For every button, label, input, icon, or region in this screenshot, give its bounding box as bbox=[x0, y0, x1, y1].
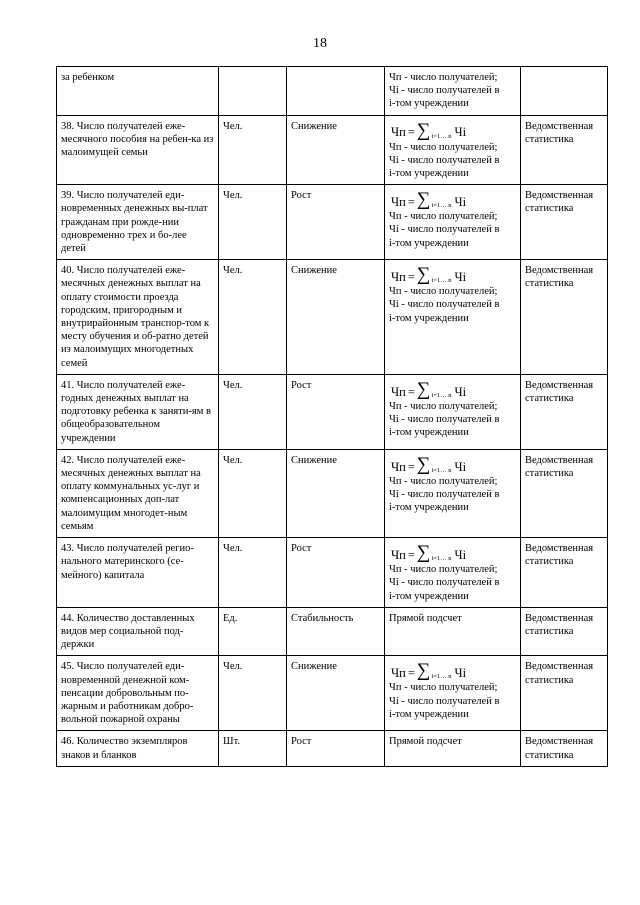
trend-label: Снижение bbox=[291, 454, 337, 466]
method-text bbox=[389, 400, 516, 440]
indicator-name-cell bbox=[57, 374, 219, 449]
unit-label: Чел. bbox=[223, 454, 243, 466]
indicator-name-cell bbox=[57, 449, 219, 537]
unit-label: Шт. bbox=[223, 736, 241, 748]
unit-label: Чел. bbox=[223, 265, 243, 277]
method-line: i-том учреждении bbox=[389, 168, 469, 180]
method-line: Чi - число получателей в bbox=[389, 224, 500, 236]
trend-cell bbox=[287, 374, 385, 449]
method-line: Чi - число получателей в bbox=[389, 489, 500, 501]
trend-label: Снижение bbox=[291, 661, 337, 673]
formula-rhs: Чi bbox=[454, 270, 467, 285]
formula bbox=[391, 120, 516, 140]
trend-label: Рост bbox=[291, 190, 312, 202]
unit-cell bbox=[219, 656, 287, 731]
source-label: Ведомственная статистика bbox=[525, 190, 594, 215]
method-line: i-том учреждении bbox=[389, 502, 469, 514]
source-label: Ведомственная статистика bbox=[525, 736, 594, 761]
formula-lhs: Чп bbox=[391, 547, 406, 562]
indicator-name: 40. Число получателей еже-месячных денежных выплат на оплату стоимости проезда городским, пригородным и внутрирайонным транспор-том к месту обучения и об-ратно детей из малоимущих многодетных семей bbox=[61, 265, 210, 369]
trend-cell bbox=[287, 67, 385, 116]
trend-label: Снижение bbox=[291, 265, 337, 277]
unit-cell bbox=[219, 607, 287, 656]
page-number: 18 bbox=[313, 36, 327, 51]
formula-lhs: Чп bbox=[391, 195, 406, 210]
unit-cell bbox=[219, 67, 287, 116]
indicator-name-cell bbox=[57, 607, 219, 656]
table-row bbox=[57, 538, 608, 608]
trend-cell bbox=[287, 731, 385, 766]
method-cell bbox=[385, 115, 521, 185]
method-cell bbox=[385, 67, 521, 116]
indicator-name: 44. Количество доставленных видов мер социальной под-держки bbox=[61, 612, 195, 651]
formula-eq: = bbox=[407, 195, 415, 210]
method-text bbox=[389, 735, 516, 748]
source-cell bbox=[521, 731, 608, 766]
table-row bbox=[57, 656, 608, 731]
method-line: Чп - число получателей; bbox=[389, 682, 498, 694]
method-cell bbox=[385, 607, 521, 656]
table-row bbox=[57, 185, 608, 260]
unit-cell bbox=[219, 374, 287, 449]
table-row bbox=[57, 374, 608, 449]
formula-rhs: Чi bbox=[454, 666, 467, 681]
source-cell bbox=[521, 185, 608, 260]
formula-subscript: i=1… n bbox=[431, 391, 452, 399]
formula-rhs: Чi bbox=[454, 195, 467, 210]
unit-cell bbox=[219, 115, 287, 185]
formula-eq: = bbox=[407, 125, 415, 140]
formula-lhs: Чп bbox=[391, 459, 406, 474]
trend-label: Снижение bbox=[291, 120, 337, 132]
trend-label: Рост bbox=[291, 736, 312, 748]
unit-label: Чел. bbox=[223, 190, 243, 202]
indicator-name-cell bbox=[57, 731, 219, 766]
sigma-icon: ∑ bbox=[416, 119, 431, 141]
method-line: i-том учреждении bbox=[389, 427, 469, 439]
formula-subscript: i=1… n bbox=[431, 555, 452, 563]
method-text bbox=[389, 612, 516, 625]
formula-eq: = bbox=[407, 459, 415, 474]
formula-subscript: i=1… n bbox=[431, 466, 452, 474]
formula-rhs: Чi bbox=[454, 547, 467, 562]
formula-subscript: i=1… n bbox=[431, 132, 452, 140]
indicator-name: 46. Количество экземпляров знаков и бланков bbox=[61, 736, 188, 761]
trend-cell bbox=[287, 538, 385, 608]
formula bbox=[391, 264, 516, 284]
sigma-icon: ∑ bbox=[416, 378, 431, 400]
formula bbox=[391, 660, 516, 680]
formula-eq: = bbox=[407, 547, 415, 562]
method-line: i-том учреждении bbox=[389, 237, 469, 249]
indicator-name-cell bbox=[57, 656, 219, 731]
indicator-name-cell bbox=[57, 115, 219, 185]
trend-label: Рост bbox=[291, 543, 312, 555]
method-line: i-том учреждении bbox=[389, 312, 469, 324]
formula bbox=[391, 379, 516, 399]
source-label: Ведомственная статистика bbox=[525, 454, 594, 480]
indicator-name-cell bbox=[57, 260, 219, 375]
indicator-name: 41. Число получателей еже-годных денежных выплат на подготовку ребенка к заняти-ям в общеобразовательном учреждении bbox=[61, 379, 211, 444]
unit-cell bbox=[219, 449, 287, 537]
unit-label: Чел. bbox=[223, 120, 243, 132]
method-cell bbox=[385, 185, 521, 260]
method-line: Чп - число получателей; bbox=[389, 141, 498, 153]
trend-cell bbox=[287, 656, 385, 731]
indicator-name: за ребенком bbox=[61, 72, 115, 83]
formula bbox=[391, 542, 516, 562]
indicator-name-cell bbox=[57, 185, 219, 260]
method-line: Чi - число получателей в bbox=[389, 299, 500, 311]
formula-rhs: Чi bbox=[454, 459, 467, 474]
source-cell bbox=[521, 260, 608, 375]
method-text bbox=[389, 681, 516, 721]
method-line: i-том учреждении bbox=[389, 708, 469, 720]
sigma-icon: ∑ bbox=[416, 189, 431, 211]
source-label: Ведомственная статистика bbox=[525, 661, 594, 686]
method-cell bbox=[385, 538, 521, 608]
method-text bbox=[389, 563, 516, 603]
table-row bbox=[57, 607, 608, 656]
unit-cell bbox=[219, 731, 287, 766]
source-cell bbox=[521, 449, 608, 537]
indicator-name: 38. Число получателей еже-месячного пособия на ребен-ка из малоимущей семьи bbox=[61, 120, 214, 159]
method-line: Чi - число получателей в bbox=[389, 577, 500, 589]
trend-cell bbox=[287, 115, 385, 185]
method-text bbox=[389, 141, 516, 181]
unit-cell bbox=[219, 185, 287, 260]
method-cell bbox=[385, 656, 521, 731]
formula-eq: = bbox=[407, 270, 415, 285]
source-label: Ведомственная статистика bbox=[525, 543, 594, 568]
formula-subscript: i=1… n bbox=[431, 673, 452, 681]
unit-cell bbox=[219, 260, 287, 375]
formula-subscript: i=1… n bbox=[431, 202, 452, 210]
source-cell bbox=[521, 67, 608, 116]
indicator-name: 45. Число получателей еди-новременной денежной ком-пенсации добровольным по-жарным и работникам добро-вольной пожарной охраны bbox=[61, 661, 194, 726]
sigma-icon: ∑ bbox=[416, 264, 431, 286]
unit-label: Чел. bbox=[223, 661, 243, 673]
formula-lhs: Чп bbox=[391, 270, 406, 285]
source-cell bbox=[521, 374, 608, 449]
trend-cell bbox=[287, 185, 385, 260]
indicators-table bbox=[56, 66, 608, 767]
table-row bbox=[57, 67, 608, 116]
method-line: Чi - число получателей в bbox=[389, 695, 500, 707]
formula-eq: = bbox=[407, 666, 415, 681]
formula bbox=[391, 454, 516, 474]
indicator-name: 43. Число получателей регио-нального материнского (се-мейного) капитала bbox=[61, 543, 194, 581]
trend-label: Рост bbox=[291, 379, 312, 391]
unit-cell bbox=[219, 538, 287, 608]
formula-subscript: i=1… n bbox=[431, 277, 452, 285]
trend-cell bbox=[287, 607, 385, 656]
unit-label: Чел. bbox=[223, 379, 243, 391]
source-cell bbox=[521, 538, 608, 608]
method-line: Чп - число получателей; bbox=[389, 400, 498, 412]
method-line: Чп - число получателей; bbox=[389, 211, 498, 223]
method-line: Чп - число получателей; bbox=[389, 475, 498, 487]
sigma-icon: ∑ bbox=[416, 660, 431, 682]
method-line: Чi - число получателей в bbox=[389, 414, 500, 426]
method-line: Чп - число получателей; bbox=[389, 286, 498, 298]
formula-eq: = bbox=[407, 384, 415, 399]
method-line: Чi - число получателей в bbox=[389, 154, 500, 166]
formula-lhs: Чп bbox=[391, 125, 406, 140]
source-cell bbox=[521, 656, 608, 731]
method-text bbox=[389, 475, 516, 515]
table-row bbox=[57, 260, 608, 375]
formula-rhs: Чi bbox=[454, 384, 467, 399]
unit-label: Чел. bbox=[223, 543, 243, 555]
method-text bbox=[389, 285, 516, 325]
indicator-name-cell bbox=[57, 67, 219, 116]
trend-cell bbox=[287, 449, 385, 537]
method-line: i-том учреждении bbox=[389, 590, 469, 602]
sigma-icon: ∑ bbox=[416, 542, 431, 564]
source-label: Ведомственная статистика bbox=[525, 379, 594, 405]
method-line: Прямой подсчет bbox=[389, 612, 462, 624]
method-line: Прямой подсчет bbox=[389, 736, 462, 748]
method-cell bbox=[385, 374, 521, 449]
source-cell bbox=[521, 607, 608, 656]
method-line: i-том учреждении bbox=[389, 98, 469, 110]
method-text bbox=[389, 210, 516, 250]
method-line: Чi - число получателей в bbox=[389, 85, 500, 97]
source-label: Ведомственная статистика bbox=[525, 612, 594, 637]
method-cell bbox=[385, 260, 521, 375]
indicator-name: 39. Число получателей еди-новременных денежных вы-плат гражданам при рожде-нии одновременно трех и бо-лее детей bbox=[61, 190, 208, 255]
unit-label: Ед. bbox=[223, 612, 238, 624]
method-text bbox=[389, 71, 516, 111]
method-cell bbox=[385, 731, 521, 766]
method-cell bbox=[385, 449, 521, 537]
trend-cell bbox=[287, 260, 385, 375]
table-row bbox=[57, 731, 608, 766]
sigma-icon: ∑ bbox=[416, 453, 431, 475]
method-line: Чп - число получателей; bbox=[389, 564, 498, 576]
table-row bbox=[57, 449, 608, 537]
source-label: Ведомственная статистика bbox=[525, 120, 594, 145]
formula-lhs: Чп bbox=[391, 666, 406, 681]
trend-label: Стабильность bbox=[291, 612, 354, 624]
indicator-name: 42. Число получателей еже-месячных денежных выплат на оплату коммунальных ус-луг и компенсационных доп-лат малоимущим многодет-ным семьям bbox=[61, 454, 201, 532]
formula-lhs: Чп bbox=[391, 384, 406, 399]
table-row bbox=[57, 115, 608, 185]
method-line: Чп - число получателей; bbox=[389, 72, 498, 83]
source-cell bbox=[521, 115, 608, 185]
source-label: Ведомственная статистика bbox=[525, 265, 594, 290]
indicator-name-cell bbox=[57, 538, 219, 608]
formula bbox=[391, 189, 516, 209]
formula-rhs: Чi bbox=[454, 125, 467, 140]
